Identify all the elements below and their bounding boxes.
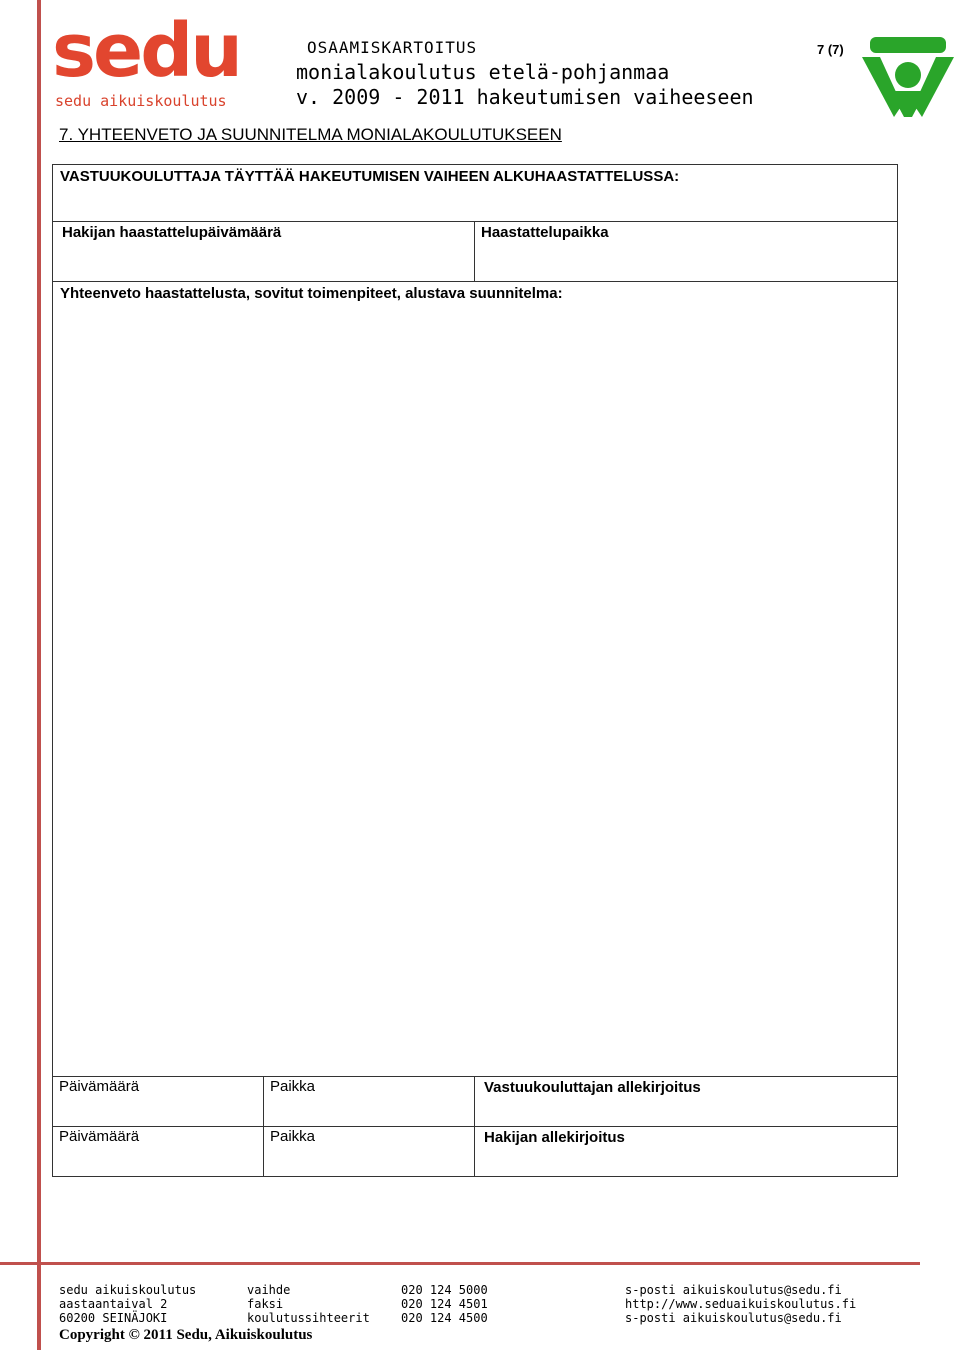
header-title: OSAAMISKARTOITUS bbox=[307, 38, 478, 57]
row1-signature-label: Vastuukouluttajan allekirjoitus bbox=[484, 1079, 701, 1096]
footer-phone-switchboard: 020 124 5000 bbox=[401, 1283, 488, 1297]
sedu-logo: sedu bbox=[52, 8, 240, 94]
row1-place-cell[interactable] bbox=[263, 1076, 475, 1127]
interview-date-label: Hakijan haastattelupäivämäärä bbox=[62, 224, 282, 241]
summary-label: Yhteenveto haastattelusta, sovitut toimenpiteet, alustava suunnitelma: bbox=[60, 285, 563, 302]
row1-signature-cell[interactable] bbox=[474, 1076, 898, 1127]
copyright: Copyright © 2011 Sedu, Aikuiskoulutus bbox=[59, 1327, 313, 1343]
footer-label-switchboard: vaihde bbox=[247, 1283, 291, 1297]
page-number: 7 (7) bbox=[817, 42, 844, 57]
footer-street: aastaantaival 2 bbox=[59, 1297, 168, 1311]
footer-website-link[interactable]: http://www.seduaikuiskoulutus.fi bbox=[625, 1297, 857, 1311]
row2-place-label: Paikka bbox=[270, 1128, 316, 1145]
footer-phone-numbers bbox=[401, 1283, 488, 1325]
footer-label-fax: faksi bbox=[247, 1297, 284, 1311]
row1-place-label: Paikka bbox=[270, 1078, 316, 1095]
footer-phone-secretaries: 020 124 4500 bbox=[401, 1311, 488, 1325]
footer-label-secretaries: koulutussihteerit bbox=[247, 1311, 370, 1325]
footer-contact-labels bbox=[247, 1283, 370, 1325]
footer-rule bbox=[0, 1262, 920, 1265]
row1-date-label: Päivämäärä bbox=[59, 1078, 140, 1095]
row2-signature-cell[interactable] bbox=[474, 1126, 898, 1177]
row2-place-cell[interactable] bbox=[263, 1126, 475, 1177]
footer-email-link[interactable]: s-posti aikuiskoulutus@sedu.fi bbox=[625, 1283, 842, 1297]
row2-date-cell[interactable] bbox=[52, 1126, 264, 1177]
row1-date-cell[interactable] bbox=[52, 1076, 264, 1127]
footer-city: 60200 SEINÄJOKI bbox=[59, 1311, 168, 1325]
row2-date-label: Päivämäärä bbox=[59, 1128, 140, 1145]
footer-online bbox=[625, 1283, 856, 1325]
interview-date-cell[interactable] bbox=[52, 221, 475, 282]
row2-signature-label: Hakijan allekirjoitus bbox=[484, 1129, 625, 1146]
green-emblem-icon bbox=[862, 35, 954, 119]
summary-cell[interactable] bbox=[52, 281, 898, 1077]
header-subtitle: monialakoulutus etelä-pohjanmaa bbox=[296, 60, 670, 84]
footer-org: sedu aikuiskoulutus bbox=[59, 1283, 197, 1297]
section-title: 7. YHTEENVETO JA SUUNNITELMA MONIALAKOULUTUKSEEN bbox=[59, 125, 562, 144]
footer-phone-fax: 020 124 4501 bbox=[401, 1297, 488, 1311]
left-margin-rule bbox=[37, 0, 41, 1350]
footer-email-link-2[interactable]: s-posti aikuiskoulutus@sedu.fi bbox=[625, 1311, 842, 1325]
header-period: v. 2009 - 2011 hakeutumisen vaiheeseen bbox=[296, 85, 754, 109]
form-intro-cell bbox=[52, 164, 898, 222]
sedu-logo-subtitle: sedu aikuiskoulutus bbox=[55, 92, 227, 110]
interview-place-label: Haastattelupaikka bbox=[481, 224, 609, 241]
footer-address bbox=[59, 1283, 196, 1325]
form-intro: VASTUUKOULUTTAJA TÄYTTÄÄ HAKEUTUMISEN VAIHEEN ALKUHAASTATTELUSSA: bbox=[60, 168, 680, 185]
interview-place-cell[interactable] bbox=[474, 221, 898, 282]
